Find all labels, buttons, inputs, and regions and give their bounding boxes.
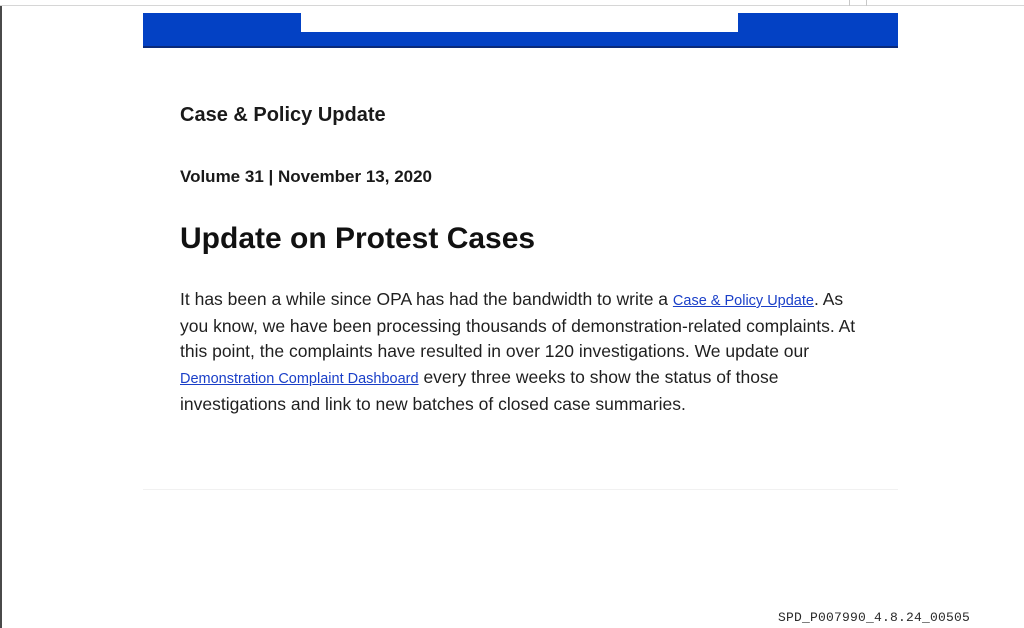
left-margin-rule	[0, 6, 2, 628]
banner-header-cutout	[301, 13, 738, 32]
section-title: Case & Policy Update	[180, 104, 386, 126]
demonstration-dashboard-link[interactable]: Demonstration Complaint Dashboard	[180, 370, 419, 387]
newsletter-banner	[143, 13, 898, 48]
newsletter-content	[143, 48, 898, 490]
article-headline: Update on Protest Cases	[180, 222, 536, 255]
body-text-segment: It has been a while since OPA has had the bandwidth to write a	[180, 289, 673, 309]
body-text-segment: . As you know, we have been processing thousands of demonstration-related complaints. At this point, the complaints have resulted in over 120 investigations. We update our	[180, 289, 856, 362]
top-border-strip	[0, 0, 1024, 6]
top-strip-divider	[849, 0, 850, 6]
top-strip-divider	[866, 0, 867, 6]
body-text-segment: every three weeks to show the status of those investigations and link to new batches of closed case summaries.	[180, 366, 779, 414]
case-policy-update-link[interactable]: Case & Policy Update	[672, 293, 814, 309]
bates-number-stamp: SPD_P007990_4.8.24_00505	[778, 610, 971, 625]
article-body	[180, 287, 870, 417]
volume-date-line: Volume 31 | November 13, 2020	[180, 167, 433, 186]
